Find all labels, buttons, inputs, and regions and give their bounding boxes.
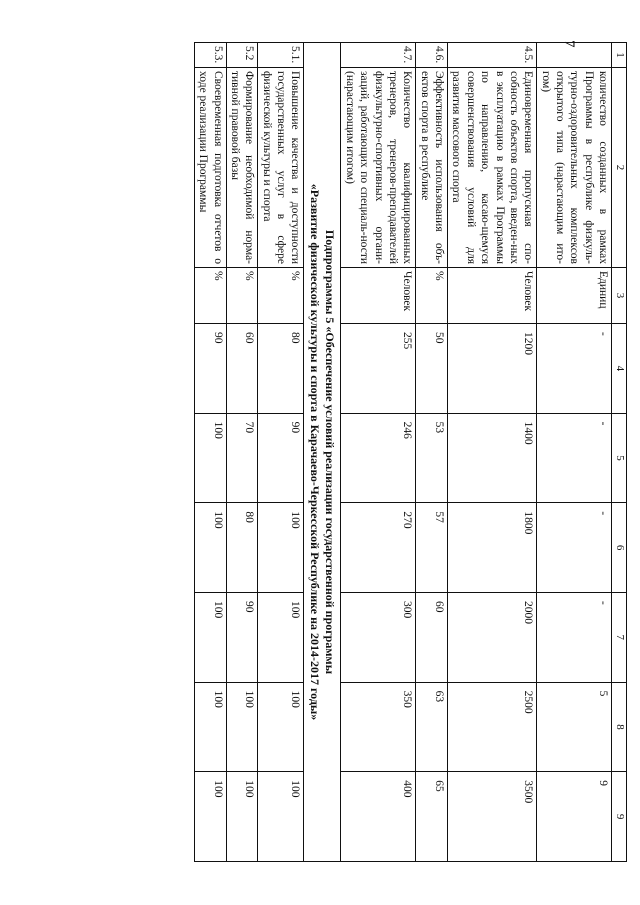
- indicator-name: Повышение качества и доступности государственных услуг в сфере физической культуры и спорта: [258, 68, 304, 268]
- value-7: -: [537, 592, 612, 682]
- value-8: 5: [537, 682, 612, 772]
- value-6: 80: [226, 503, 258, 593]
- table-row: [341, 43, 416, 862]
- value-8: 100: [226, 682, 258, 772]
- rotated-table-container: [64, 42, 627, 862]
- indicator-name: Единовременная пропускная спо-собность объектов спорта, введен-ных в эксплуатацию в рамках Программы по направлению, касаю-щемуся совершенствования условий для развития массового спорта: [448, 68, 537, 268]
- indicator-name: Эффективность использования объ-ектов спорта в республике: [416, 68, 448, 268]
- indicator-name: количество созданных в рамках Программы в республике физкуль-турно-оздоровительных комплексов открытого типа (нарастающим ито-гом): [537, 68, 612, 268]
- header-col-3: 3: [612, 268, 627, 324]
- row-number: 5.2: [226, 43, 258, 68]
- section-heading: [304, 43, 341, 862]
- indicator-name: Количество квалифицированных тренеров, тренеров-преподавателей физкультурно-спортивных органи-заций, работающих по специаль-ности (нарастающим итогом): [341, 68, 416, 268]
- row-number: 4.5.: [448, 43, 537, 68]
- value-6: 100: [258, 503, 304, 593]
- row-number: [537, 43, 612, 68]
- header-col-2: 2: [612, 68, 627, 268]
- unit: Человек: [341, 268, 416, 324]
- section-heading-line-1: Подпрограммы 5 «Обеспечение условий реализации государственной программы: [323, 229, 338, 675]
- header-col-5: 5: [612, 413, 627, 503]
- value-7: 90: [226, 592, 258, 682]
- value-9: 3500: [448, 772, 537, 862]
- indicator-name: Формирование необходимой норма-тивной правовой базы: [226, 68, 258, 268]
- value-7: 100: [194, 592, 226, 682]
- value-8: 350: [341, 682, 416, 772]
- value-6: 100: [194, 503, 226, 593]
- indicators-table: [194, 42, 627, 862]
- row-number: 4.6.: [416, 43, 448, 68]
- value-5: 1400: [448, 413, 537, 503]
- value-4: 90: [194, 324, 226, 414]
- unit: %: [194, 268, 226, 324]
- value-8: 63: [416, 682, 448, 772]
- header-col-8: 8: [612, 682, 627, 772]
- table-row: [448, 43, 537, 862]
- value-5: 100: [194, 413, 226, 503]
- unit: %: [416, 268, 448, 324]
- value-4: 80: [258, 324, 304, 414]
- table-header: [612, 43, 627, 862]
- unit: Человек: [448, 268, 537, 324]
- value-8: 2500: [448, 682, 537, 772]
- value-4: 60: [226, 324, 258, 414]
- table-row: [258, 43, 304, 862]
- header-col-1: 1: [612, 43, 627, 68]
- unit: %: [258, 268, 304, 324]
- value-5: 246: [341, 413, 416, 503]
- unit: %: [226, 268, 258, 324]
- value-6: 270: [341, 503, 416, 593]
- value-5: 70: [226, 413, 258, 503]
- table-row: [226, 43, 258, 862]
- value-8: 100: [258, 682, 304, 772]
- table-body: [194, 43, 611, 862]
- value-4: 1200: [448, 324, 537, 414]
- header-col-9: 9: [612, 772, 627, 862]
- value-9: 9: [537, 772, 612, 862]
- section-heading-line-2: «Развитие физической культуры и спорта в Карачаево-Черкесской Республике на 2014-2017 годы»: [308, 183, 323, 721]
- header-row: [612, 43, 627, 862]
- value-4: 255: [341, 324, 416, 414]
- header-col-4: 4: [612, 324, 627, 414]
- value-9: 100: [226, 772, 258, 862]
- value-6: -: [537, 503, 612, 593]
- value-6: 57: [416, 503, 448, 593]
- value-6: 1800: [448, 503, 537, 593]
- page-number: 7: [561, 40, 577, 48]
- value-9: 100: [194, 772, 226, 862]
- row-number: 5.1.: [258, 43, 304, 68]
- value-9: 400: [341, 772, 416, 862]
- header-col-7: 7: [612, 592, 627, 682]
- section-heading-row: [304, 43, 341, 862]
- row-number: 5.3.: [194, 43, 226, 68]
- unit: Единиц: [537, 268, 612, 324]
- value-5: -: [537, 413, 612, 503]
- table-row: [416, 43, 448, 862]
- indicator-name: Своевременная подготовка отчетов о ходе реализации Программы: [194, 68, 226, 268]
- table-row: [537, 43, 612, 862]
- value-4: 50: [416, 324, 448, 414]
- value-5: 90: [258, 413, 304, 503]
- value-7: 300: [341, 592, 416, 682]
- value-7: 60: [416, 592, 448, 682]
- value-9: 65: [416, 772, 448, 862]
- table-row: [194, 43, 226, 862]
- value-8: 100: [194, 682, 226, 772]
- value-5: 53: [416, 413, 448, 503]
- value-9: 100: [258, 772, 304, 862]
- row-number: 4.7.: [341, 43, 416, 68]
- value-4: -: [537, 324, 612, 414]
- value-7: 100: [258, 592, 304, 682]
- value-7: 2000: [448, 592, 537, 682]
- header-col-6: 6: [612, 503, 627, 593]
